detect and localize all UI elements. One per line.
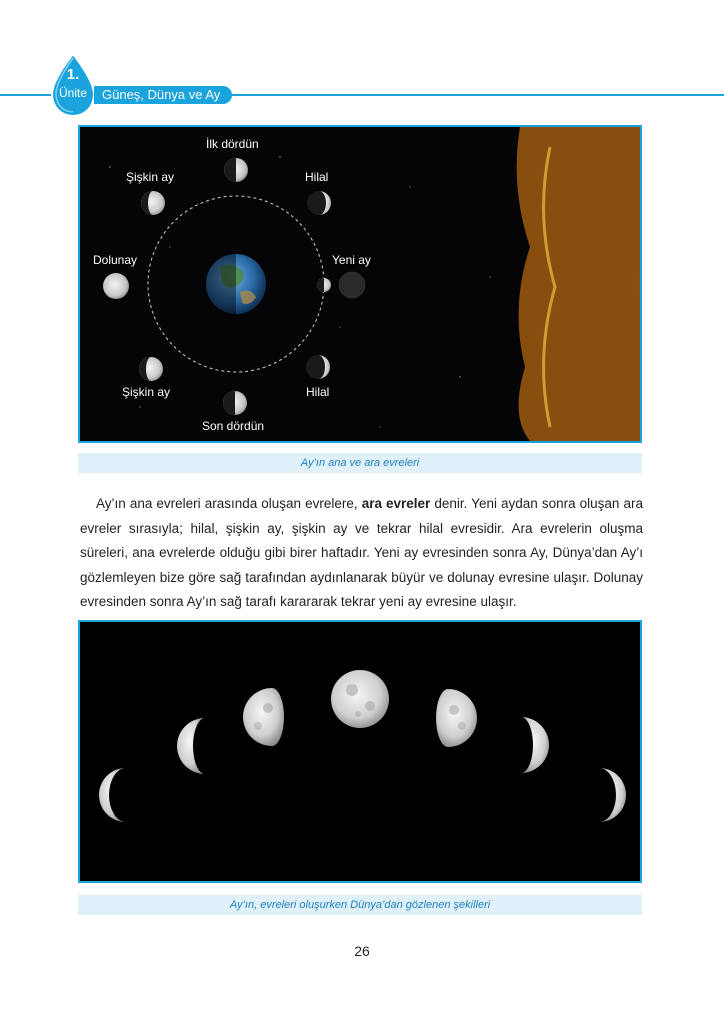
moon-ilk-dordun bbox=[224, 158, 248, 182]
figure1-caption: Ay’ın ana ve ara evreleri bbox=[78, 453, 642, 473]
label-hilal-top: Hilal bbox=[305, 170, 329, 184]
paragraph-bold-term: ara evreler bbox=[361, 496, 431, 511]
body-paragraph bbox=[80, 492, 643, 615]
sun-image bbox=[510, 127, 640, 441]
paragraph-part2: denir. Yeni aydan sonra oluşan ara evreler sırasıyla; hilal, şişkin ay, şişkin ay ve tekrar hilal evresidir. Ara evrelerin oluşma süreleri, ana evrelerde olduğu gibi birer haftadır. Yeni ay evresinden sonra Ay, Dünya’dan Ay’ı gözlemleyen bize göre sağ tarafından aydınlanarak büyür ve dolunay evresine ulaşır. Dolunay evresinden sonra Ay’ın sağ tarafı karararak tekrar yeni ay evresine ulaşır. bbox=[80, 496, 643, 610]
moon-phases-arc-figure bbox=[78, 620, 642, 883]
paragraph-part1: Ay’ın ana evreleri arasında oluşan evrelere, bbox=[96, 496, 362, 511]
chapter-title: Güneş, Dünya ve Ay bbox=[94, 86, 232, 104]
moon-hilal-top bbox=[307, 191, 331, 215]
unit-number: 1. bbox=[66, 66, 80, 83]
label-siskin-ay-bottom: Şişkin ay bbox=[122, 385, 171, 399]
moon-hilal-bottom bbox=[306, 355, 330, 379]
label-yeni-ay: Yeni ay bbox=[332, 253, 371, 267]
page-number: 26 bbox=[354, 943, 370, 959]
earth-image bbox=[206, 254, 266, 314]
moon-son-dordun bbox=[223, 391, 247, 415]
figure2-caption: Ay’ın, evreleri oluşurken Dünya’dan gözlenen şekilleri bbox=[78, 895, 642, 915]
label-siskin-ay-top: Şişkin ay bbox=[126, 170, 175, 184]
label-dolunay: Dolunay bbox=[93, 253, 138, 267]
unit-badge bbox=[46, 52, 100, 118]
moon-siskin-top bbox=[141, 191, 165, 215]
label-hilal-bottom: Hilal bbox=[306, 385, 330, 399]
moon-full bbox=[331, 670, 389, 728]
moon-dolunay bbox=[103, 273, 129, 299]
label-ilk-dordun: İlk dördün bbox=[206, 137, 259, 151]
moon-siskin-bottom bbox=[139, 357, 163, 381]
unit-word: Ünite bbox=[58, 86, 87, 100]
water-drop-icon bbox=[46, 52, 100, 118]
moon-arc-illustration bbox=[80, 622, 640, 881]
moon-phases-orbit-figure bbox=[78, 125, 642, 443]
label-son-dordun: Son dördün bbox=[202, 419, 265, 433]
